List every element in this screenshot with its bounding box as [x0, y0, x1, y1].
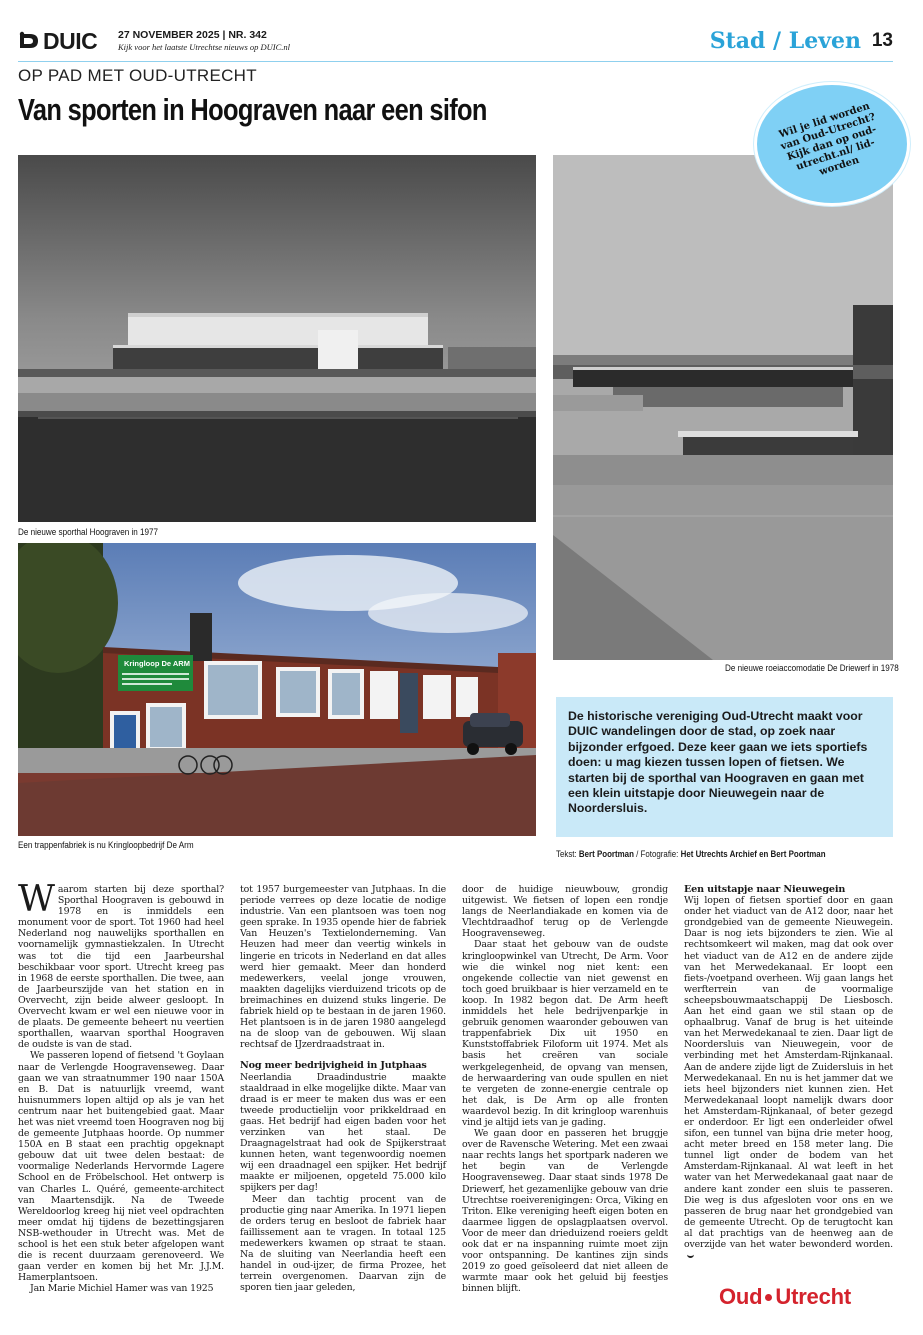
drop-cap: W — [18, 879, 55, 920]
photo-driewerf — [553, 155, 893, 660]
kringloop-image — [18, 543, 536, 836]
duic-logo-text: DUIC — [43, 27, 98, 54]
body-column-2 — [240, 884, 446, 1293]
paragraph: We gaan door en passeren het bruggje over de Ravensche Wetering. Met een zwaai naar rechts langs het sportpark naderen we het begin van de Verlengde Hoogravenseweg. Daar staat sinds 1978 De Driewerf, het gezamenlijke gebouw van drie Utrechtse roeiverenigingen: Orca, Viking en Triton. Elke vereniging heeft eigen boten en daarmee liggen de opslagplaatsen overvol. Voor de meer dan drieduizend roeiers geldt ook dat er na inspanning ruimte moet zijn voor ontspanning. De kantines zijn sinds 2019 zo goed geïsoleerd dat niet alleen de warmte maar ook het geluid bij feestjes binnen blijft. — [462, 1128, 668, 1295]
body-column-1 — [18, 879, 224, 1295]
header-rule — [18, 61, 893, 62]
caption-kringloop: Een trappenfabriek is nu Kringloopbedrijf De Arm — [18, 840, 194, 850]
body-column-4 — [684, 884, 893, 1261]
intro-text: De historische vereniging Oud-Utrecht maakt voor DUIC wandelingen door de stad, op zoek naar bijzonder erfgoed. Deze keer gaan we iets sportiefs doen: u mag kiezen tussen lopen of fietsen. We starten bij de sporthal van Hoograven en gaan met een klein uitstapje door Nieuwegein naar de Noordersluis. — [568, 709, 868, 816]
paragraph: door de huidige nieuwbouw, grondig uitgewist. We fietsen of lopen een rondje langs de Neerlandiakade en komen via de Vlechtdraadhof terug op de Verlengde Hoogravenseweg. — [462, 884, 668, 940]
duic-logo[interactable] — [18, 28, 97, 54]
photo-kringloop — [18, 543, 536, 836]
membership-promo-badge[interactable] — [754, 82, 910, 206]
logo-dot-icon — [765, 1294, 772, 1301]
caption-driewerf: De nieuwe roeiaccomodatie De Driewerf in 1978 — [725, 663, 899, 673]
intro-box — [556, 697, 893, 837]
credits — [556, 849, 826, 859]
section-title: Stad / Leven — [709, 28, 861, 54]
paragraph: Meer dan tachtig procent van de productie ging naar Amerika. In 1971 liepen de orders terug en besloot de fabriek haar faillissement aan te vragen. In totaal 125 medewerkers kwamen op straat te staan. Na de sluiting van Neerlandia heeft een handel in oud-ijzer, de firma Prozee, het terrein overgenomen. Daarvan zijn de sporen tien jaar geleden, — [240, 1193, 446, 1294]
logo-word-utrecht: Utrecht — [775, 1284, 851, 1309]
paragraph-text: aarom starten bij deze sporthal? Sporthal Hoograven is gebouwd in 1978 en is inmiddels een monument voor de sport. Tot 1960 had heel Nederland nog nauwelijks sporthallen en voornamelijk gymnastiekzalen. In Utrecht was tot die tijd een Jaarbeurshal beschikbaar voor sport. Utrecht kreeg pas in 1968 de eerste sporthallen. Die twee, aan de Jaarbeurszijde van het station en in Overvecht, zijn beide alweer gesloopt. In Overvecht kwam er wel een nieuwe voor in de plaats. De gemeente beheert nu veertien sporthallen, waarvan sporthal Hoograven de oudste is van de stad. — [18, 884, 224, 1051]
subheading: Nog meer bedrijvigheid in Jutphaas — [240, 1060, 427, 1072]
paragraph: Jan Marie Michiel Hamer was van 1925 — [30, 1283, 214, 1295]
subheading: Een uitstapje naar Nieuwegein — [684, 884, 846, 895]
oud-utrecht-logo[interactable] — [719, 1284, 851, 1310]
paragraph — [684, 895, 893, 1261]
duic-d-icon — [18, 30, 40, 52]
membership-promo-text: Wil je lid worden van Oud-Utrecht? Kijk dan op oud-utrecht.nl/ lid-worden — [777, 100, 878, 178]
issue-date: 27 NOVEMBER 2025 | NR. 342 — [118, 29, 267, 41]
credit-photographer: Het Utrechts Archief en Bert Poortman — [680, 849, 826, 859]
page-number: 13 — [871, 30, 893, 51]
credit-text-label: Tekst: — [556, 849, 577, 859]
article-kicker: OP PAD MET OUD-UTRECHT — [18, 66, 257, 85]
tagline: Kijk voor het laatste Utrechtse nieuws op DUIC.nl — [118, 42, 291, 52]
end-mark-icon — [687, 1251, 694, 1258]
paragraph — [18, 879, 224, 1051]
paragraph: We passeren lopend of fietsend 't Goylaan naar de Verlengde Hoogravenseweg. Daar gaan we van straatnummer 190 naar 150A en B. Dat is natuurlijk vreemd, want huisnummers lopen altijd op als je van het centrum naar het buitengebied gaat. Maar het was niet vreemd toen Hoograven nog bij de gemeente Jutphaas hoorde. Op nummer 150A en B staat een prachtig opgeknapt gebouw dat uit twee delen bestaat: de voormalige Nederlands Hervormde Lagere School en de Fröbelschool. Het ontwerp is van Charles L. Quéré, gemeente-architect van Maartensdijk. Na de Tweede Wereldoorlog kreeg hij niet veel opdrachten meer omdat hij tijdens de bezettingsjaren NSB-wethouder in Utrecht was. Met de school is het een stuk beter afgelopen want die is recent duurzaam gerenoveerd. We gaan verder en komen bij het Mr. J.J.M. Hamerplantsoen. — [18, 1050, 224, 1284]
paragraph: Neerlandia Draadindustrie maakte staaldraad in elke mogelijke dikte. Maar van draad is er meer te maken dus was er een tweede productielijn voor prikkeldraad en gaas. Het bedrijf had eigen baden voor het verzinken van het staal. De Draagnagelstraat had ook de Spijkerstraat kunnen heten, want tegenwoordig noemen wij een draadnagel een spijker. Het bedrijf maakte er miljoenen, opgeteld 75.000 kilo spijkers per dag! — [240, 1071, 446, 1194]
paragraph: Daar staat het gebouw van de oudste kringloopwinkel van Utrecht, De Arm. Voor wie die winkel nog niet kent: een ongekende collectie van niet gewenst en toch goed bruikbaar is hier verzameld en te koop. In 1982 begon dat. De Arm heeft inmiddels het hele bedrijvenparkje in gebruik genomen waaronder gebouwen van trappenfabriek Dix uit 1950 en Kunststoffabriek Filoform uit 1974. Met als basis het creëren van sociale werkgelegenheid, de opvang van mensen, de herwaardering van oude spullen en niet te vergeten de zonne-energie centrale op het dak, is De Arm op alle fronten waardevol bezig. In dit kringloop warenhuis vind je altijd iets van je gading. — [462, 939, 668, 1128]
caption-sporthal: De nieuwe sporthal Hoograven in 1977 — [18, 527, 159, 537]
photo-sporthal — [18, 155, 536, 522]
paragraph-text: Wij lopen of fietsen sportief door en gaan onder het viaduct van de A12 door, naar het grondgebied van de gemeente Nieuwegein. Daar is nog iets bijzonders te zien. Wie al rechtsomkeert wil maken, mag dat ook over het viaduct van de A12 en de andere zijde van het Merwedekanaal. Er loopt een fiets-/voetpand overheen. Wij gaan langs het werfterrein van de voormalige scheepsbouwmaatschappij De Liesbosch. Aan het eind gaan we stil staan op de ophaalbrug. Vanaf de brug is het uiteinde van het Merwedekanaal te zien. Daar ligt de Noordersluis van Nieuwegein, voor de verbinding met het Amsterdam-Rijnkanaal. Aan de andere zijde ligt de Zuidersluis in het Merwedekanaal. En nu is het jammer dat we iets heel bijzonders niet kunnen zien. Het Merwedekanaal loopt namelijk dwars door het Amsterdam-Rijnkanaal, of beter gezegd er onderdoor. Er ligt een onderleider ofwel sifon, een tunnel van bijna drie meter hoog, acht meter breed en 158 meter lang. Die tunnel ligt onder de bodem van het Amsterdam-Rijnkanaal. Al wat leeft in het water van het Merwedekanaal gaat naar de andere kant zonder een sluis te passeren. Die weg is dus afgesloten voor ons en we passeren de brug naar het grondgebied van de gemeente Utrecht. Op de terugtocht kan al dat prachtigs van de heenweg aan de overzijde van het water bewonderd worden. — [684, 895, 893, 1250]
credit-photo-label: / Fotografie: — [633, 849, 679, 859]
sporthal-image — [18, 155, 536, 522]
article-headline: Van sporten in Hoograven naar een sifon — [18, 92, 487, 127]
paragraph: tot 1957 burgemeester van Jutphaas. In die periode verrees op deze locatie de nodige industrie. Van een plantsoen was toen nog geen sprake. In 1935 opende hier de fabriek Van Heuzen's Textielonderneming. Van Heuzen had meer dan veertig winkels in lingerie en tricots in Nederland en dat alles werd hier gemaakt. Meer dan honderd medewerkers, veelal jonge vrouwen, maakten dagelijks vierduizend tricots op de breimachines en duizend stuks lingerie. De fabriek hield op te bestaan in de jaren 1960. Het plantsoen is in de jaren 1980 aangelegd na de sloop van de gebouwen. Wij slaan rechtsaf de IJzerdraadstraat in. — [240, 884, 446, 1051]
logo-word-oud: Oud — [718, 1284, 763, 1309]
kringloop-sign: Kringloop De ARM — [124, 659, 190, 668]
body-column-3 — [462, 884, 668, 1294]
credit-author: Bert Poortman — [578, 849, 634, 859]
driewerf-image — [553, 155, 893, 660]
